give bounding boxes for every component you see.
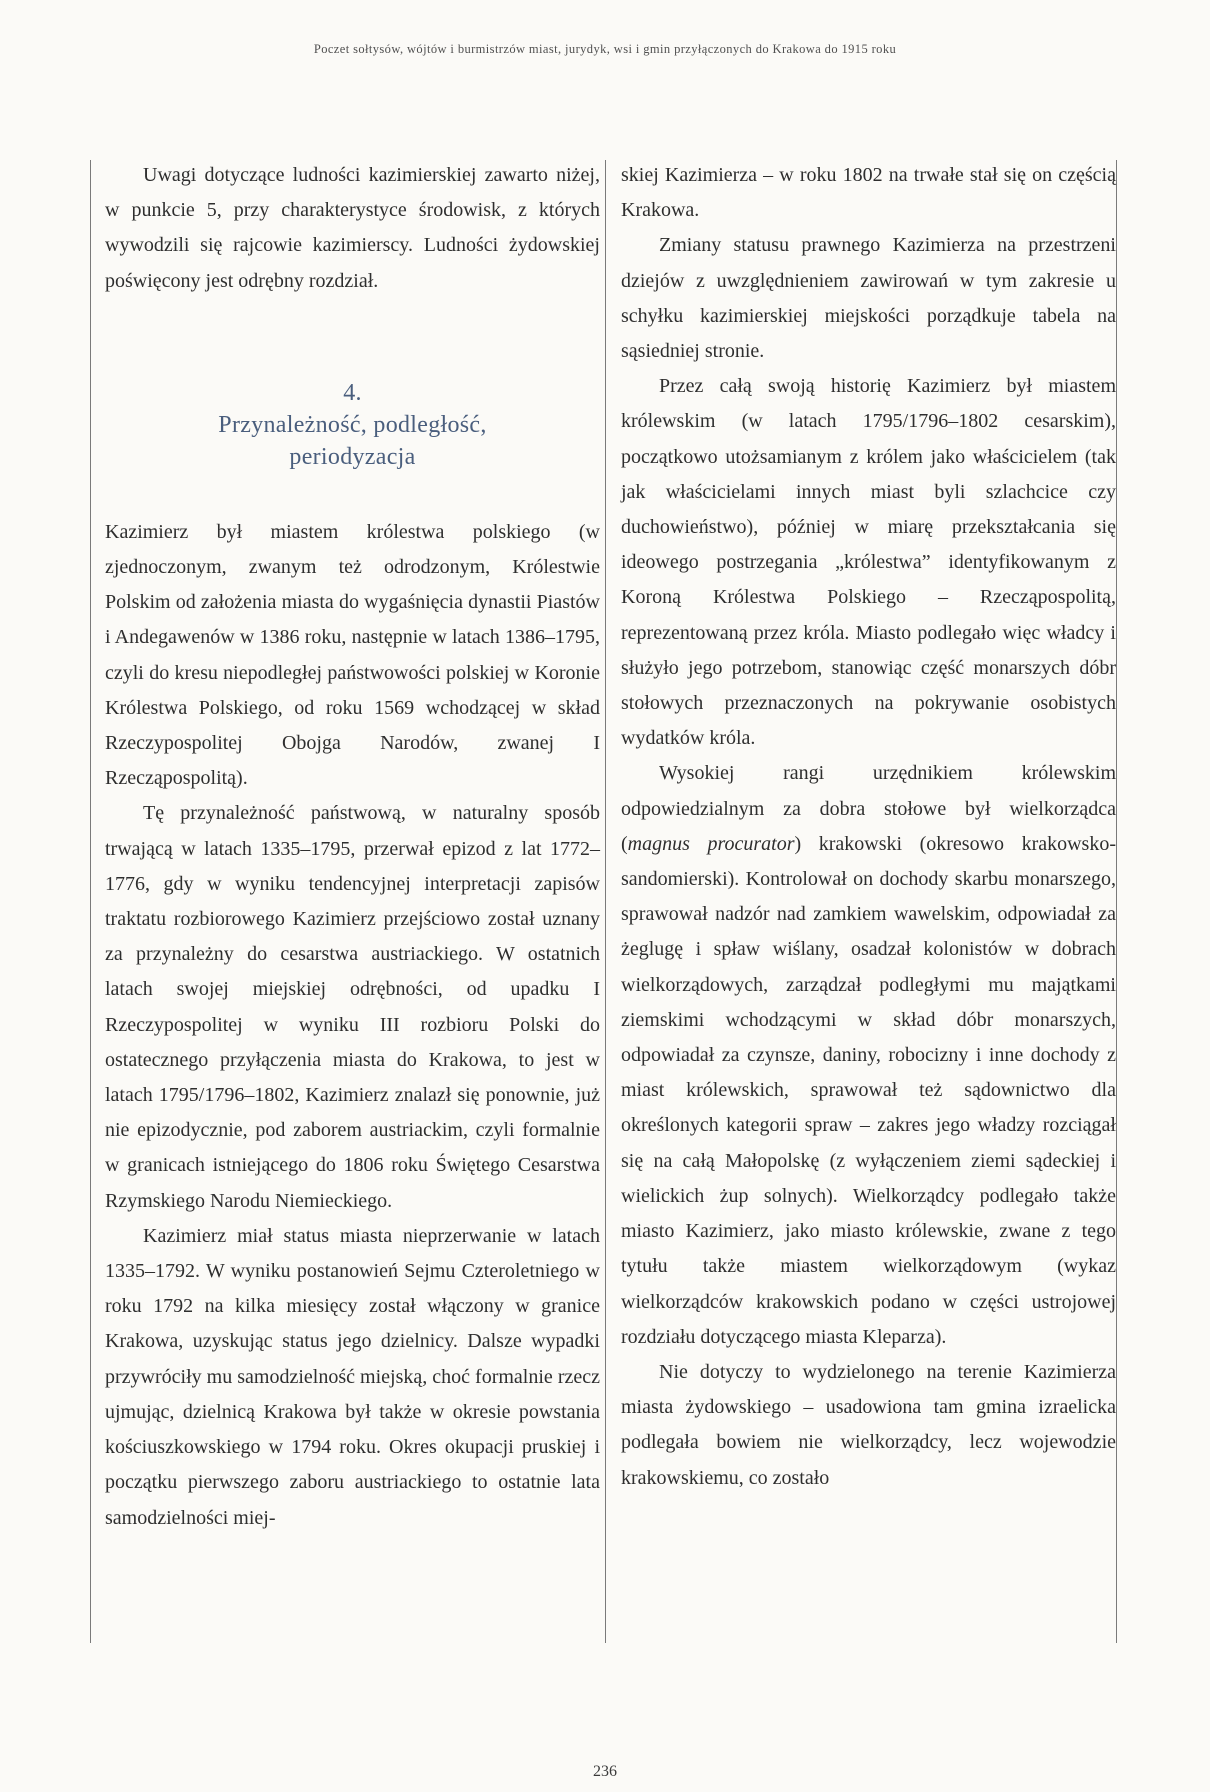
section-heading-number: 4. bbox=[343, 379, 362, 406]
left-column bbox=[105, 158, 600, 1536]
right-paragraph-4 bbox=[621, 756, 1116, 1354]
left-paragraph-4: Kazimierz miał status miasta nieprzerwanie w latach 1335–1792. W wyniku postanowień Sejmu Czteroletniego w roku 1792 na kilka miesięcy został włączony w granice Krakowa, uzyskując status jego dzielnicy. Dalsze wypadki przywróciły mu samodzielność miejską, choć formalnie rzecz ujmując, dzielnicą Krakowa był także w okresie powstania kościuszkowskiego w 1794 roku. Okres okupacji pruskiej i początku pierwszego zaboru austriackiego to ostatnie lata samodzielności miej- bbox=[105, 1224, 600, 1529]
right-column bbox=[621, 158, 1116, 1496]
column-divider-rule bbox=[605, 160, 606, 1643]
left-margin-rule bbox=[90, 160, 91, 1643]
left-paragraph-3: Tę przynależność państwową, w naturalny sposób trwającą w latach 1335–1795, przerwał epizod z lat 1772–1776, gdy w wyniku tendencyjnej interpretacji zapisów traktatu rozbiorowego Kazimierz przejściowo został uznany za przynależny do cesarstwa austriackiego. W ostatnich latach swojej miejskiej odrębności, od upadku I Rzeczypospolitej w wyniku III rozbioru Polski do ostatecznego przyłączenia miasta do Krakowa, to jest w latach 1795/1796–1802, Kazimierz znalazł się ponownie, już nie epizodycznie, pod zaborem austriackim, czyli formalnie w granicach istniejącego do 1806 roku Świętego Cesarstwa Rzymskiego Narodu Niemieckiego. bbox=[105, 802, 600, 1212]
section-heading-line-1: Przynależność, podległość, bbox=[218, 411, 487, 438]
left-paragraph-2: Kazimierz był miastem królestwa polskiego (w zjednoczonym, zwanym też odrodzonym, Królestwie Polskim od założenia miasta do wygaśnięcia dynastii Piastów i Andegawenów w 1386 roku, następnie w latach 1386–1795, czyli do kresu niepodległej państwowości polskiej w Koronie Królestwa Polskiego, od roku 1569 wchodzącej w skład Rzeczypospolitej Obojga Narodów, zwanej I Rzecząpospolitą). bbox=[105, 520, 600, 790]
section-heading-line-2: periodyzacja bbox=[289, 443, 416, 470]
right-paragraph-2: Zmiany statusu prawnego Kazimierza na przestrzeni dziejów z uwzględnieniem zawirowań w tym zakresie u schyłku kazimierskiej miejskości porządkuje tabela na sąsiedniej stronie. bbox=[621, 234, 1116, 363]
right-margin-rule bbox=[1116, 160, 1117, 1643]
section-heading bbox=[105, 377, 600, 473]
page-number: 236 bbox=[593, 1763, 617, 1780]
running-head: Poczet sołtysów, wójtów i burmistrzów miast, jurydyk, wsi i gmin przyłączonych do Krakowa do 1915 roku bbox=[313, 42, 897, 56]
right-paragraph-5: Nie dotyczy to wydzielonego na terenie Kazimierza miasta żydowskiego – usadowiona tam gmina izraelicka podlegała bowiem nie wielkorządcy, lecz wojewodzie krakowskiemu, co zostało bbox=[621, 1360, 1116, 1489]
latin-term: magnus procurator bbox=[627, 832, 795, 855]
right-paragraph-3: Przez całą swoją historię Kazimierz był miastem królewskim (w latach 1795/1796–1802 cesarskim), początkowo utożsamianym z królem jako właścicielem (tak jak właścicielami innych miast byli szlachcice czy duchowieństwo), później w miarę przekształcania się ideowego postrzegania „królestwa” identyfikowanym z Koroną Królestwa Polskiego – Rzecząpospolitą, reprezentowaną przez króla. Miasto podlegało więc władcy i służyło jego potrzebom, stanowiąc część monarszych dóbr stołowych przeznaczonych na pokrywanie osobistych wydatków króla. bbox=[621, 375, 1116, 750]
right-paragraph-4-start: Wysokiej rangi urzędnikiem królewskim odpowiedzialnym za dobra stołowe był wielkorządca ( bbox=[621, 762, 1116, 855]
right-paragraph-4-rest: ) krakowski (okresowo krakowsko-sandomierski). Kontrolował on dochody skarbu monarszego, sprawował nadzór nad zamkiem wawelskim, odpowiadał za żeglugę i spław wiślany, osadzał kolonistów w dobrach wielkorządowych, zarządzał podległymi mu majątkami ziemskimi wchodzącymi w skład dóbr monarszych, odpowiadał za czynsze, daniny, robocizny i inne dochody z miast królewskich, sprawował też sądownictwo dla określonych kategorii spraw – zakres jego władzy rozciągał się na całą Małopolskę (z wyłączeniem ziemi sądeckiej i wielickich żup solnych). Wielkorządcy podlegało także miasto Kazimierz, jako miasto królewskie, zwane z tego tytułu także miastem wielkorządowym (wykaz wielkorządców krakowskich podano w części ustrojowej rozdziału dotyczącego miasta Kleparza). bbox=[621, 832, 1116, 1348]
left-paragraph-1: Uwagi dotyczące ludności kazimierskiej zawarto niżej, w punkcie 5, przy charakterystyce środowisk, z których wywodzili się rajcowie kazimierscy. Ludności żydowskiej poświęcony jest odrębny rozdział. bbox=[105, 164, 600, 292]
right-paragraph-1: skiej Kazimierza – w roku 1802 na trwałe stał się on częścią Krakowa. bbox=[621, 164, 1116, 222]
